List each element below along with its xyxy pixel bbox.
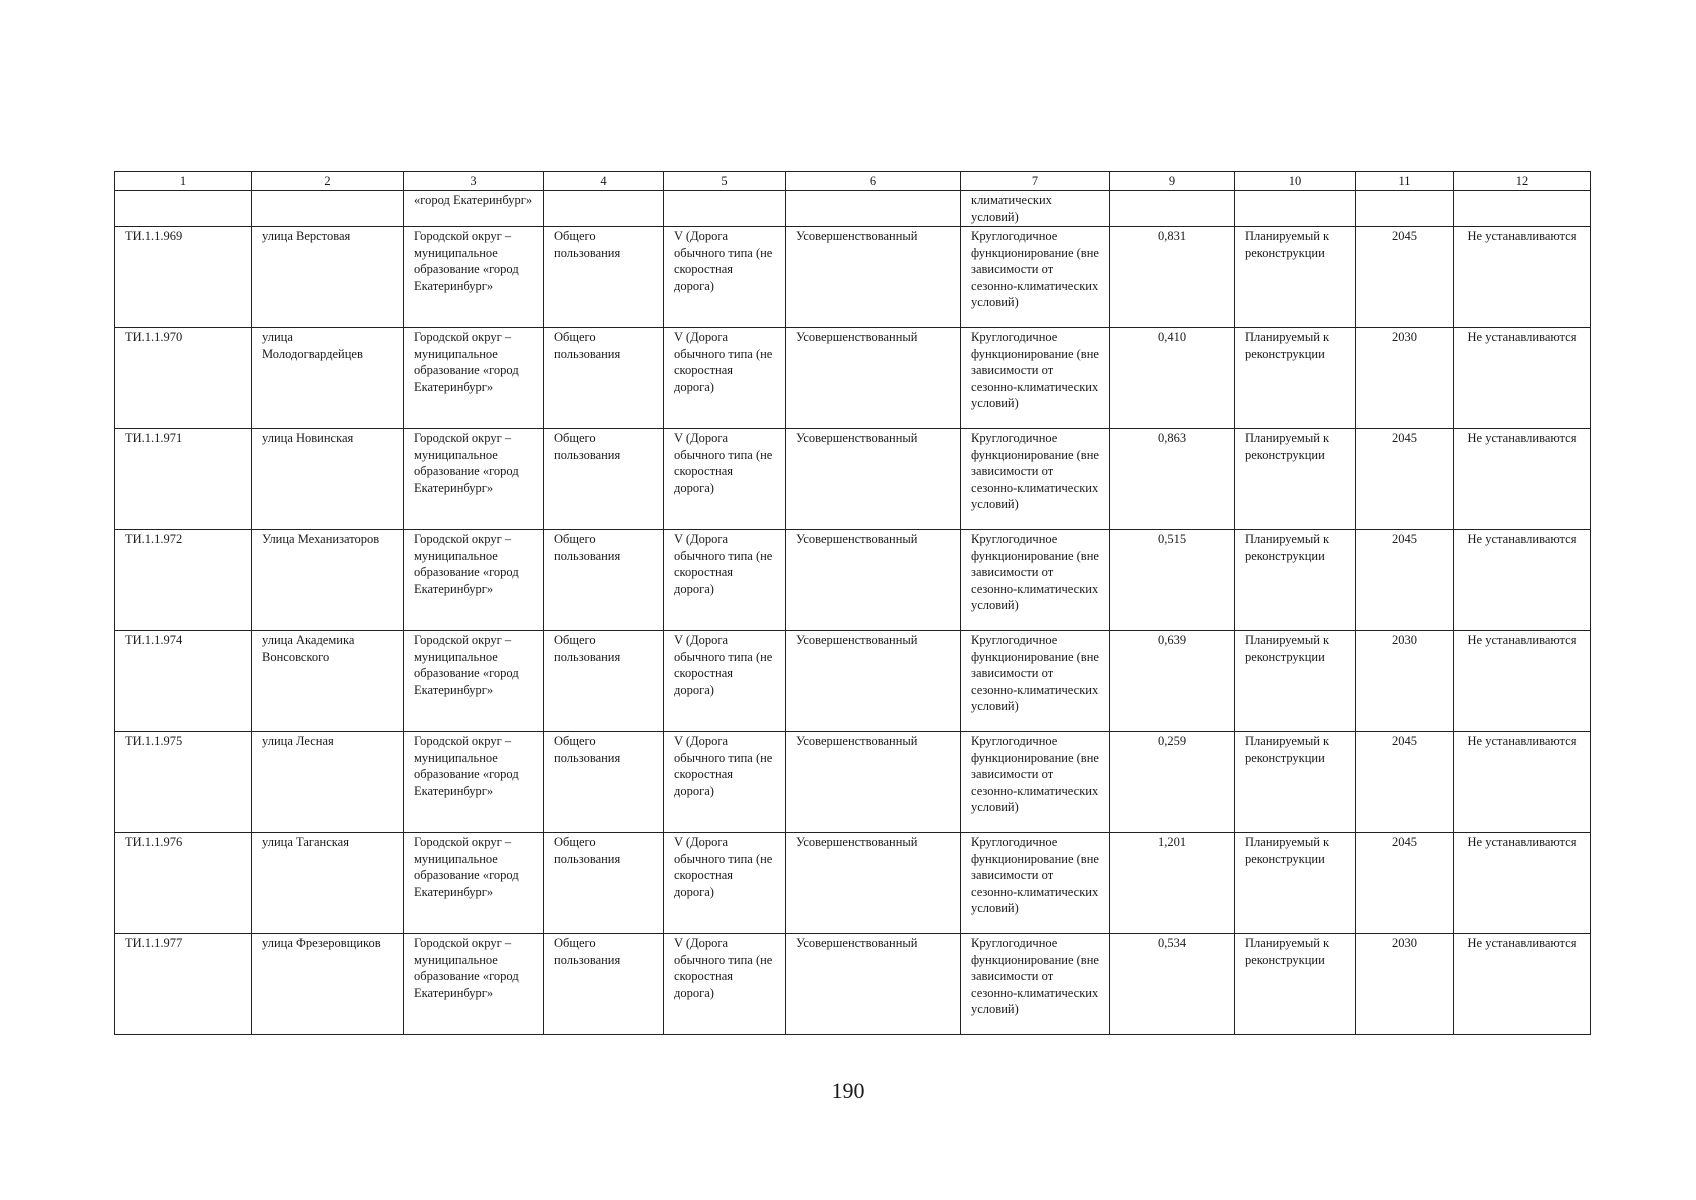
- cell-usage: Общего пользования: [544, 429, 664, 530]
- table-row: [115, 934, 1591, 1035]
- cell-usage: Общего пользования: [544, 833, 664, 934]
- cell-municipality: Городской округ – муниципальное образование «город Екатеринбург»: [404, 732, 544, 833]
- road-registry-table: [114, 171, 1591, 1035]
- table-row: [115, 833, 1591, 934]
- cell-length: [1110, 191, 1235, 227]
- cell-zones: Не устанавливаются: [1454, 227, 1591, 328]
- cell-zones: Не устанавливаются: [1454, 732, 1591, 833]
- cell-id: ТИ.1.1.976: [115, 833, 252, 934]
- cell-usage: Общего пользования: [544, 631, 664, 732]
- cell-municipality: Городской округ – муниципальное образование «город Екатеринбург»: [404, 530, 544, 631]
- cell-surface: Усовершенствованный: [786, 530, 961, 631]
- cell-municipality: Городской округ – муниципальное образование «город Екатеринбург»: [404, 631, 544, 732]
- cell-length: 0,863: [1110, 429, 1235, 530]
- cell-zones: Не устанавливаются: [1454, 328, 1591, 429]
- cell-status: Планируемый к реконструкции: [1235, 429, 1356, 530]
- cell-zones: Не устанавливаются: [1454, 833, 1591, 934]
- cell-surface: Усовершенствованный: [786, 934, 961, 1035]
- page-number: 190: [831, 1078, 865, 1103]
- cell-category: V (Дорога обычного типа (не скоростная дорога): [664, 732, 786, 833]
- cell-usage: Общего пользования: [544, 732, 664, 833]
- cell-id: ТИ.1.1.971: [115, 429, 252, 530]
- cell-municipality: Городской округ – муниципальное образование «город Екатеринбург»: [404, 328, 544, 429]
- cell-year: 2030: [1356, 328, 1454, 429]
- cell-year: 2030: [1356, 934, 1454, 1035]
- cell-zones: Не устанавливаются: [1454, 934, 1591, 1035]
- cell-name: улица Академика Вонсовского: [252, 631, 404, 732]
- cell-zones: Не устанавливаются: [1454, 429, 1591, 530]
- continuation-row: [115, 191, 1591, 227]
- cell-usage: Общего пользования: [544, 530, 664, 631]
- cell-operation: Круглогодичное функционирование (вне зависимости от сезонно-климатических условий): [961, 530, 1110, 631]
- document-sheet: [114, 171, 1590, 1035]
- column-header: 11: [1356, 172, 1454, 191]
- cell-id: ТИ.1.1.972: [115, 530, 252, 631]
- cell-status: [1235, 191, 1356, 227]
- cell-surface: Усовершенствованный: [786, 833, 961, 934]
- cell-surface: Усовершенствованный: [786, 631, 961, 732]
- cell-category: V (Дорога обычного типа (не скоростная дорога): [664, 833, 786, 934]
- cell-surface: Усовершенствованный: [786, 227, 961, 328]
- table-row: [115, 328, 1591, 429]
- cell-year: 2045: [1356, 429, 1454, 530]
- column-header: 3: [404, 172, 544, 191]
- cell-usage: Общего пользования: [544, 934, 664, 1035]
- cell-year: 2045: [1356, 732, 1454, 833]
- cell-year: 2045: [1356, 227, 1454, 328]
- cell-category: V (Дорога обычного типа (не скоростная дорога): [664, 631, 786, 732]
- cell-year: [1356, 191, 1454, 227]
- column-header: 10: [1235, 172, 1356, 191]
- cell-municipality: Городской округ – муниципальное образование «город Екатеринбург»: [404, 934, 544, 1035]
- cell-length: 0,410: [1110, 328, 1235, 429]
- cell-municipality: Городской округ – муниципальное образование «город Екатеринбург»: [404, 429, 544, 530]
- cell-operation: климатических условий): [961, 191, 1110, 227]
- cell-id: [115, 191, 252, 227]
- cell-status: Планируемый к реконструкции: [1235, 328, 1356, 429]
- cell-municipality: Городской округ – муниципальное образование «город Екатеринбург»: [404, 833, 544, 934]
- column-header: 1: [115, 172, 252, 191]
- cell-status: Планируемый к реконструкции: [1235, 227, 1356, 328]
- cell-name: улица Фрезеровщиков: [252, 934, 404, 1035]
- column-header: 12: [1454, 172, 1591, 191]
- cell-length: 1,201: [1110, 833, 1235, 934]
- cell-surface: Усовершенствованный: [786, 732, 961, 833]
- table-row: [115, 530, 1591, 631]
- cell-operation: Круглогодичное функционирование (вне зависимости от сезонно-климатических условий): [961, 631, 1110, 732]
- cell-name: [252, 191, 404, 227]
- cell-status: Планируемый к реконструкции: [1235, 833, 1356, 934]
- cell-name: улица Верстовая: [252, 227, 404, 328]
- column-number-row: [115, 172, 1591, 191]
- cell-year: 2045: [1356, 833, 1454, 934]
- column-header: 9: [1110, 172, 1235, 191]
- cell-surface: Усовершенствованный: [786, 328, 961, 429]
- cell-name: улица Лесная: [252, 732, 404, 833]
- cell-name: улица Молодогвардейцев: [252, 328, 404, 429]
- table-row: [115, 429, 1591, 530]
- cell-category: V (Дорога обычного типа (не скоростная дорога): [664, 934, 786, 1035]
- cell-surface: [786, 191, 961, 227]
- cell-zones: Не устанавливаются: [1454, 530, 1591, 631]
- cell-municipality: Городской округ – муниципальное образование «город Екатеринбург»: [404, 227, 544, 328]
- cell-category: [664, 191, 786, 227]
- column-header: 7: [961, 172, 1110, 191]
- cell-id: ТИ.1.1.969: [115, 227, 252, 328]
- cell-id: ТИ.1.1.970: [115, 328, 252, 429]
- cell-operation: Круглогодичное функционирование (вне зависимости от сезонно-климатических условий): [961, 429, 1110, 530]
- cell-id: ТИ.1.1.975: [115, 732, 252, 833]
- cell-category: V (Дорога обычного типа (не скоростная дорога): [664, 227, 786, 328]
- cell-operation: Круглогодичное функционирование (вне зависимости от сезонно-климатических условий): [961, 934, 1110, 1035]
- table-row: [115, 227, 1591, 328]
- cell-name: Улица Механизаторов: [252, 530, 404, 631]
- cell-length: 0,831: [1110, 227, 1235, 328]
- cell-operation: Круглогодичное функционирование (вне зависимости от сезонно-климатических условий): [961, 328, 1110, 429]
- cell-length: 0,534: [1110, 934, 1235, 1035]
- column-header: 5: [664, 172, 786, 191]
- cell-length: 0,515: [1110, 530, 1235, 631]
- table-row: [115, 732, 1591, 833]
- cell-year: 2030: [1356, 631, 1454, 732]
- cell-name: улица Новинская: [252, 429, 404, 530]
- cell-usage: Общего пользования: [544, 227, 664, 328]
- cell-usage: [544, 191, 664, 227]
- table-row: [115, 631, 1591, 732]
- column-header: 2: [252, 172, 404, 191]
- cell-length: 0,639: [1110, 631, 1235, 732]
- column-header: 6: [786, 172, 961, 191]
- cell-category: V (Дорога обычного типа (не скоростная дорога): [664, 328, 786, 429]
- cell-operation: Круглогодичное функционирование (вне зависимости от сезонно-климатических условий): [961, 833, 1110, 934]
- cell-id: ТИ.1.1.974: [115, 631, 252, 732]
- cell-zones: [1454, 191, 1591, 227]
- cell-zones: Не устанавливаются: [1454, 631, 1591, 732]
- column-header: 4: [544, 172, 664, 191]
- cell-operation: Круглогодичное функционирование (вне зависимости от сезонно-климатических условий): [961, 732, 1110, 833]
- cell-usage: Общего пользования: [544, 328, 664, 429]
- cell-status: Планируемый к реконструкции: [1235, 530, 1356, 631]
- cell-category: V (Дорога обычного типа (не скоростная дорога): [664, 429, 786, 530]
- cell-id: ТИ.1.1.977: [115, 934, 252, 1035]
- cell-name: улица Таганская: [252, 833, 404, 934]
- cell-municipality: «город Екатеринбург»: [404, 191, 544, 227]
- cell-year: 2045: [1356, 530, 1454, 631]
- cell-operation: Круглогодичное функционирование (вне зависимости от сезонно-климатических условий): [961, 227, 1110, 328]
- cell-length: 0,259: [1110, 732, 1235, 833]
- cell-status: Планируемый к реконструкции: [1235, 732, 1356, 833]
- cell-category: V (Дорога обычного типа (не скоростная дорога): [664, 530, 786, 631]
- cell-status: Планируемый к реконструкции: [1235, 631, 1356, 732]
- cell-status: Планируемый к реконструкции: [1235, 934, 1356, 1035]
- cell-surface: Усовершенствованный: [786, 429, 961, 530]
